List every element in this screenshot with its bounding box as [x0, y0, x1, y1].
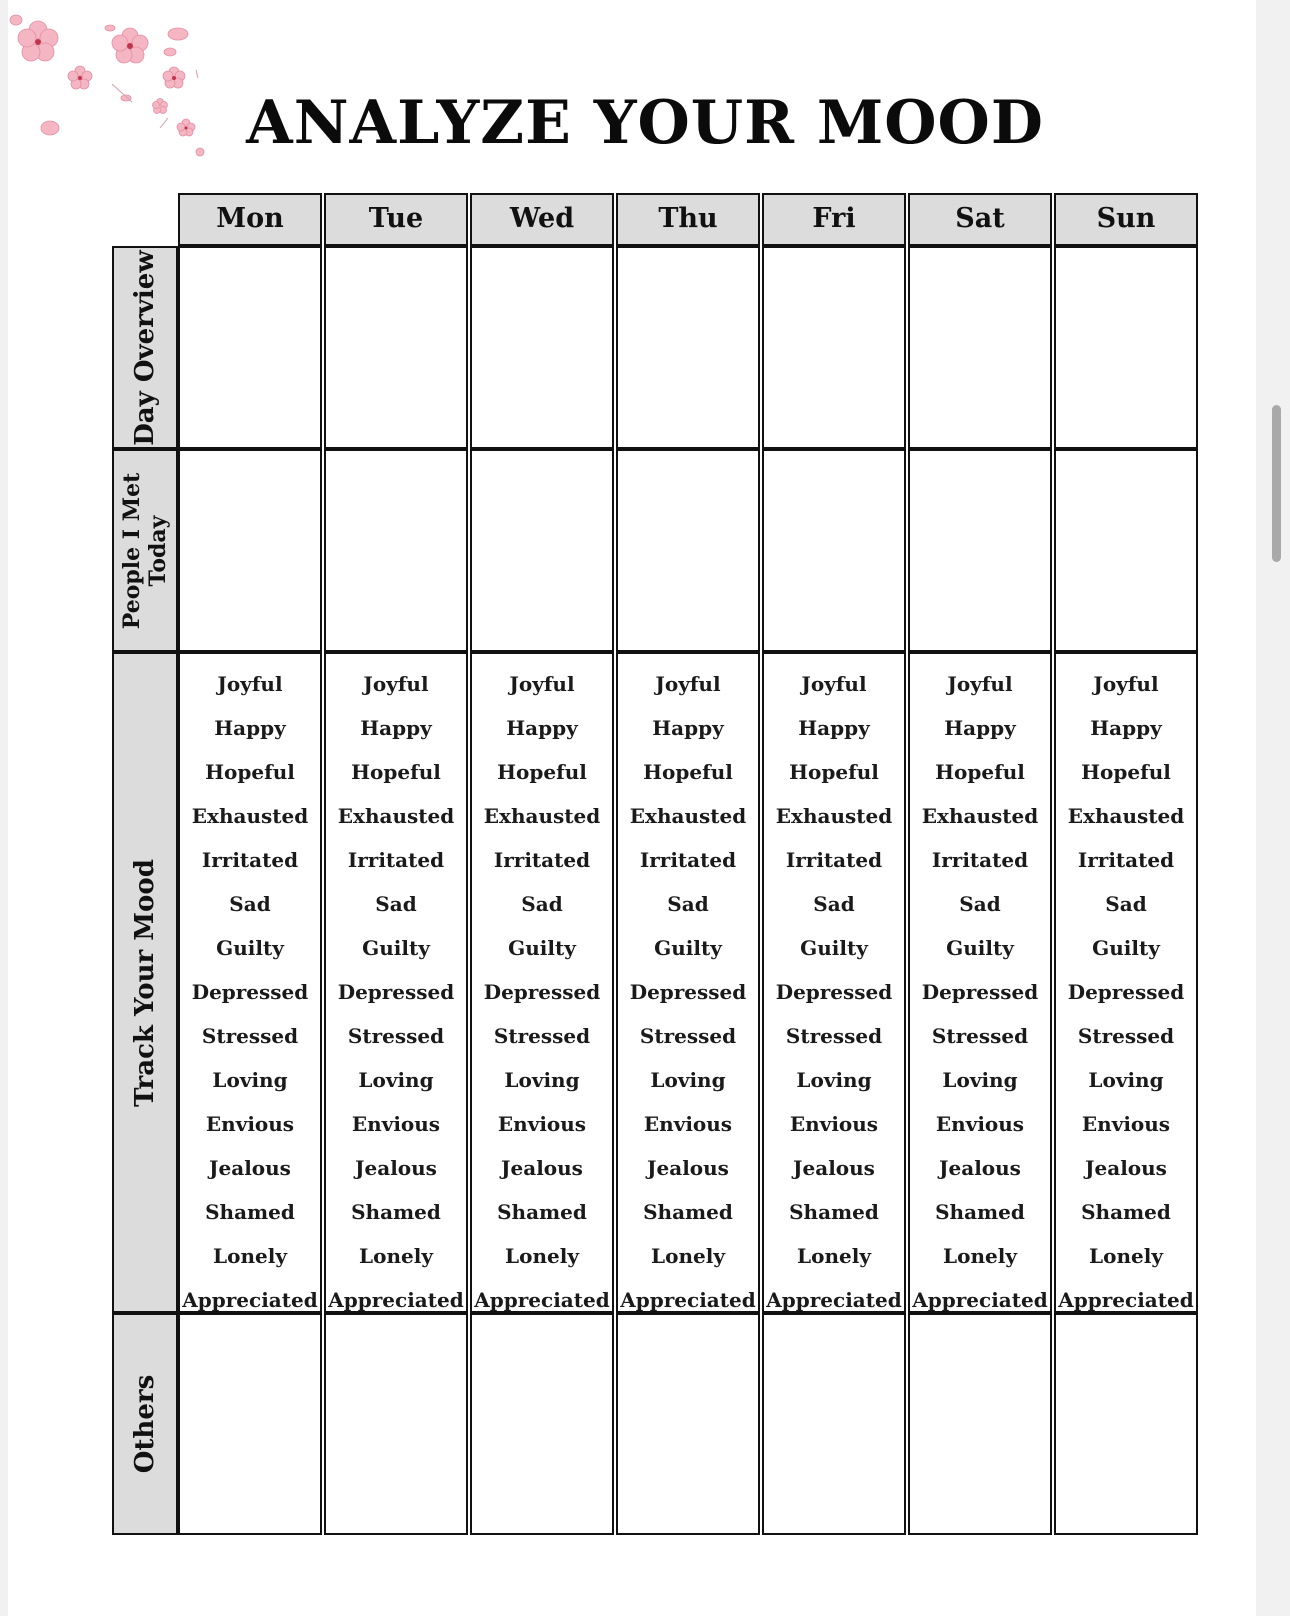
mood-option[interactable]: Lonely [943, 1244, 1017, 1268]
mood-option[interactable]: Lonely [359, 1244, 433, 1268]
people-met-line2: Today [145, 515, 171, 586]
row-label-people-met [112, 449, 178, 652]
mood-option[interactable]: Depressed [1067, 980, 1185, 1004]
mood-option[interactable]: Sad [1105, 892, 1147, 916]
mood-option[interactable]: Guilty [946, 936, 1014, 960]
mood-option[interactable]: Shamed [205, 1200, 295, 1224]
mood-option[interactable]: Stressed [1077, 1024, 1175, 1048]
day-overview-cell-sat[interactable] [908, 246, 1052, 449]
people-met-cell-tue[interactable] [324, 449, 468, 652]
mood-option[interactable]: Lonely [505, 1244, 579, 1268]
mood-option[interactable]: Happy [652, 716, 724, 740]
mood-option[interactable]: Sad [813, 892, 855, 916]
mood-option[interactable]: Appreciated [474, 1288, 610, 1312]
mood-option[interactable]: Guilty [654, 936, 722, 960]
people-met-label [119, 472, 171, 628]
mood-option[interactable]: Guilty [800, 936, 868, 960]
mood-option[interactable]: Envious [1081, 1112, 1171, 1136]
mood-option[interactable]: Happy [506, 716, 578, 740]
mood-option[interactable]: Irritated [201, 848, 299, 872]
mood-option[interactable]: Lonely [213, 1244, 287, 1268]
mood-option[interactable]: Joyful [947, 672, 1013, 696]
mood-option[interactable]: Exhausted [337, 804, 455, 828]
mood-option[interactable]: Depressed [191, 980, 309, 1004]
mood-option[interactable]: Depressed [337, 980, 455, 1004]
mood-option[interactable]: Exhausted [483, 804, 601, 828]
mood-option[interactable]: Irritated [493, 848, 591, 872]
mood-option[interactable]: Stressed [639, 1024, 737, 1048]
track-mood-cell-wed [470, 652, 614, 1313]
mood-option[interactable]: Depressed [629, 980, 747, 1004]
mood-option[interactable]: Loving [796, 1068, 872, 1092]
others-cell-sat[interactable] [908, 1313, 1052, 1535]
day-overview-cell-wed[interactable] [470, 246, 614, 449]
track-mood-cell-tue [324, 652, 468, 1313]
mood-option[interactable]: Shamed [935, 1200, 1025, 1224]
people-met-cell-wed[interactable] [470, 449, 614, 652]
people-met-cell-sat[interactable] [908, 449, 1052, 652]
mood-option[interactable]: Jealous [1085, 1156, 1167, 1180]
mood-option[interactable]: Stressed [493, 1024, 591, 1048]
people-met-line1: People I Met [119, 472, 145, 629]
mood-option[interactable]: Joyful [509, 672, 575, 696]
mood-option[interactable]: Lonely [1089, 1244, 1163, 1268]
header-fri: Fri [762, 193, 906, 246]
mood-option[interactable]: Hopeful [789, 760, 879, 784]
mood-option[interactable]: Envious [205, 1112, 295, 1136]
scrollbar-thumb[interactable] [1272, 405, 1281, 562]
mood-option[interactable]: Happy [944, 716, 1016, 740]
mood-list [180, 662, 320, 1322]
mood-option[interactable]: Envious [497, 1112, 587, 1136]
mood-option[interactable]: Loving [1088, 1068, 1164, 1092]
others-cell-wed[interactable] [470, 1313, 614, 1535]
mood-option[interactable]: Depressed [921, 980, 1039, 1004]
day-overview-cell-sun[interactable] [1054, 246, 1198, 449]
mood-option[interactable]: Loving [942, 1068, 1018, 1092]
mood-option[interactable]: Sad [959, 892, 1001, 916]
mood-option[interactable]: Happy [1090, 716, 1162, 740]
mood-option[interactable]: Shamed [789, 1200, 879, 1224]
mood-option[interactable]: Sad [375, 892, 417, 916]
header-tue: Tue [324, 193, 468, 246]
mood-option[interactable]: Jealous [939, 1156, 1021, 1180]
mood-option[interactable]: Irritated [347, 848, 445, 872]
mood-option[interactable]: Joyful [217, 672, 283, 696]
mood-option[interactable]: Depressed [775, 980, 893, 1004]
mood-option[interactable]: Loving [504, 1068, 580, 1092]
mood-option[interactable]: Guilty [1092, 936, 1160, 960]
mood-option[interactable]: Envious [935, 1112, 1025, 1136]
mood-option[interactable]: Guilty [216, 936, 284, 960]
mood-option[interactable]: Jealous [793, 1156, 875, 1180]
mood-list [764, 662, 904, 1322]
track-mood-cell-mon [178, 652, 322, 1313]
day-overview-label: Day Overview [130, 249, 160, 446]
header-thu: Thu [616, 193, 760, 246]
mood-list [1056, 662, 1196, 1322]
others-cell-thu[interactable] [616, 1313, 760, 1535]
day-overview-cell-thu[interactable] [616, 246, 760, 449]
mood-option[interactable]: Lonely [797, 1244, 871, 1268]
mood-option[interactable]: Loving [358, 1068, 434, 1092]
mood-option[interactable]: Appreciated [766, 1288, 902, 1312]
track-mood-cell-thu [616, 652, 760, 1313]
mood-option[interactable]: Exhausted [1067, 804, 1185, 828]
people-met-cell-thu[interactable] [616, 449, 760, 652]
mood-list [910, 662, 1050, 1322]
day-overview-cell-tue[interactable] [324, 246, 468, 449]
mood-option[interactable]: Envious [643, 1112, 733, 1136]
others-cell-fri[interactable] [762, 1313, 906, 1535]
mood-option[interactable]: Joyful [1093, 672, 1159, 696]
mood-option[interactable]: Guilty [362, 936, 430, 960]
page-title: ANALYZE YOUR MOOD [246, 88, 1044, 158]
others-cell-tue[interactable] [324, 1313, 468, 1535]
mood-option[interactable]: Irritated [639, 848, 737, 872]
mood-option[interactable]: Stressed [201, 1024, 299, 1048]
mood-option[interactable]: Hopeful [205, 760, 295, 784]
mood-option[interactable]: Hopeful [935, 760, 1025, 784]
mood-option[interactable]: Joyful [363, 672, 429, 696]
row-label-others [112, 1313, 178, 1535]
mood-option[interactable]: Stressed [785, 1024, 883, 1048]
mood-option[interactable]: Appreciated [182, 1288, 318, 1312]
mood-option[interactable]: Jealous [647, 1156, 729, 1180]
mood-option[interactable]: Hopeful [351, 760, 441, 784]
mood-option[interactable]: Appreciated [1058, 1288, 1194, 1312]
mood-option[interactable]: Lonely [651, 1244, 725, 1268]
track-mood-label: Track Your Mood [130, 858, 160, 1107]
mood-option[interactable]: Shamed [351, 1200, 441, 1224]
people-met-cell-sun[interactable] [1054, 449, 1198, 652]
mood-list [472, 662, 612, 1322]
mood-option[interactable]: Hopeful [643, 760, 733, 784]
row-label-day-overview [112, 246, 178, 449]
mood-option[interactable]: Appreciated [912, 1288, 1048, 1312]
track-mood-cell-fri [762, 652, 906, 1313]
day-overview-cell-fri[interactable] [762, 246, 906, 449]
mood-option[interactable]: Stressed [347, 1024, 445, 1048]
mood-option[interactable]: Irritated [1077, 848, 1175, 872]
header-sun: Sun [1054, 193, 1198, 246]
header-mon: Mon [178, 193, 322, 246]
mood-option[interactable]: Exhausted [629, 804, 747, 828]
mood-option[interactable]: Loving [650, 1068, 726, 1092]
mood-option[interactable]: Envious [351, 1112, 441, 1136]
mood-option[interactable]: Happy [360, 716, 432, 740]
mood-option[interactable]: Appreciated [620, 1288, 756, 1312]
track-mood-cell-sun [1054, 652, 1198, 1313]
mood-option[interactable]: Sad [667, 892, 709, 916]
others-cell-mon[interactable] [178, 1313, 322, 1535]
mood-option[interactable]: Loving [212, 1068, 288, 1092]
mood-option[interactable]: Joyful [801, 672, 867, 696]
mood-option[interactable]: Depressed [483, 980, 601, 1004]
mood-option[interactable]: Irritated [931, 848, 1029, 872]
people-met-cell-fri[interactable] [762, 449, 906, 652]
people-met-cell-mon[interactable] [178, 449, 322, 652]
track-mood-cell-sat [908, 652, 1052, 1313]
others-label: Others [130, 1374, 160, 1474]
mood-option[interactable]: Happy [214, 716, 286, 740]
mood-option[interactable]: Guilty [508, 936, 576, 960]
mood-option[interactable]: Exhausted [191, 804, 309, 828]
mood-option[interactable]: Exhausted [775, 804, 893, 828]
mood-option[interactable]: Sad [229, 892, 271, 916]
header-wed: Wed [470, 193, 614, 246]
mood-option[interactable]: Hopeful [1081, 760, 1171, 784]
mood-option[interactable]: Irritated [785, 848, 883, 872]
mood-option[interactable]: Appreciated [328, 1288, 464, 1312]
mood-option[interactable]: Sad [521, 892, 563, 916]
mood-option[interactable]: Envious [789, 1112, 879, 1136]
mood-option[interactable]: Shamed [1081, 1200, 1171, 1224]
header-sat: Sat [908, 193, 1052, 246]
mood-option[interactable]: Joyful [655, 672, 721, 696]
mood-option[interactable]: Exhausted [921, 804, 1039, 828]
mood-option[interactable]: Jealous [209, 1156, 291, 1180]
mood-option[interactable]: Stressed [931, 1024, 1029, 1048]
mood-option[interactable]: Jealous [501, 1156, 583, 1180]
mood-option[interactable]: Happy [798, 716, 870, 740]
others-cell-sun[interactable] [1054, 1313, 1198, 1535]
day-overview-cell-mon[interactable] [178, 246, 322, 449]
mood-list [618, 662, 758, 1322]
mood-list [326, 662, 466, 1322]
mood-option[interactable]: Shamed [643, 1200, 733, 1224]
mood-option[interactable]: Jealous [355, 1156, 437, 1180]
mood-option[interactable]: Shamed [497, 1200, 587, 1224]
mood-option[interactable]: Hopeful [497, 760, 587, 784]
row-label-track-mood [112, 652, 178, 1313]
